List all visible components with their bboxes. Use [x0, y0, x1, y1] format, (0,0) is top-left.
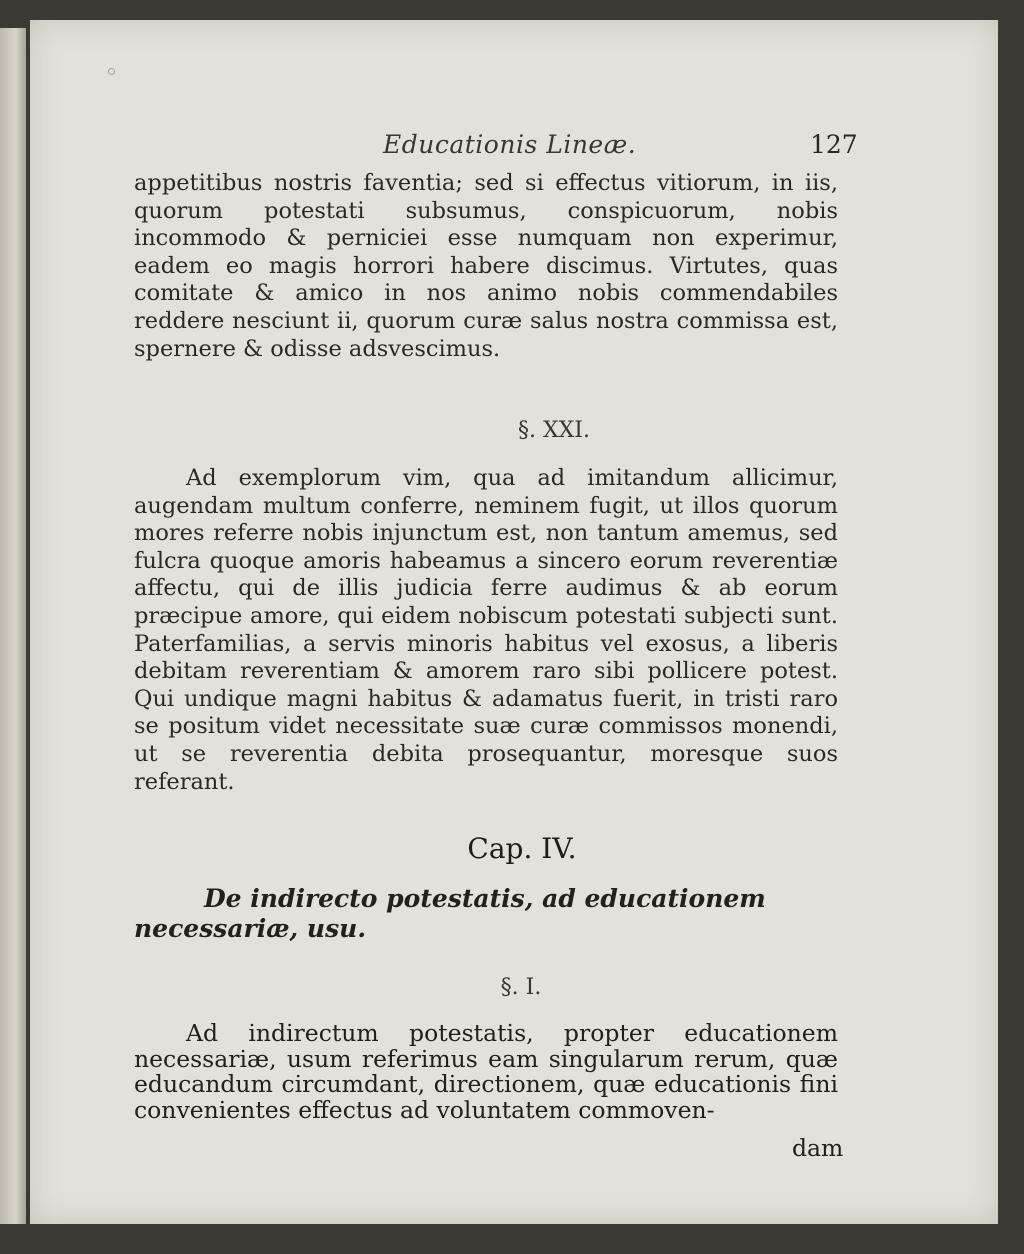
paragraph-continuation: appetitibus nostris faventia; sed si effectus vitiorum, in iis, quorum potestati subsumus, conspicuorum, nobis incommodo & perniciei esse numquam non experimur, eadem eo magis horrori habere discimus. Virtutes, quas comitate & amico in nos animo nobis commendabiles reddere nesciunt ii, quorum curæ salus nostra commissa est, spernere & odisse adsvescimus.: [134, 170, 838, 362]
page-header: [30, 124, 998, 164]
section-heading-i: §. I.: [500, 975, 542, 1000]
paragraph-section-xxi: Ad exemplorum vim, qua ad imitandum allicimur, augendam multum conferre, neminem fugit, ut illos quorum mores referre nobis injunctum est, non tantum amemus, sed fulcra quoque amoris habeamus a sincero eorum reverentiæ affectu, qui de illis judicia ferre audimus & ab eorum præcipue amore, qui eidem nobiscum potestati subjecti sunt. Paterfamilias, a servis minoris habitus vel exosus, a liberis debitam reverentiam & amorem raro sibi pollicere potest. Qui undique magni habitus & adamatus fuerit, in tristi raro se positum videt necessitate suæ curæ commissos monendi, ut se reverentia debita prosequantur, moresque suos referant.: [134, 465, 838, 795]
catchword: dam: [792, 1134, 844, 1162]
page-number: 127: [810, 130, 858, 159]
section-heading-xxi: §. XXI.: [518, 418, 590, 443]
paragraph-section-i: Ad indirectum potestatis, propter educationem necessariæ, usum referimus eam singularum rerum, quæ educandum circumdant, directionem, quæ educationis fini convenientes effectus ad voluntatem commoven-: [134, 1019, 838, 1124]
book-page: [30, 20, 998, 1224]
chapter-title: De indirecto potestatis, ad educationem necessariæ, usu.: [134, 884, 766, 943]
running-head: Educationis Lineæ.: [383, 130, 637, 159]
chapter-heading: Cap. IV.: [467, 832, 577, 865]
book-spine-edge: [0, 28, 26, 1224]
paper-blemish: [108, 68, 115, 75]
